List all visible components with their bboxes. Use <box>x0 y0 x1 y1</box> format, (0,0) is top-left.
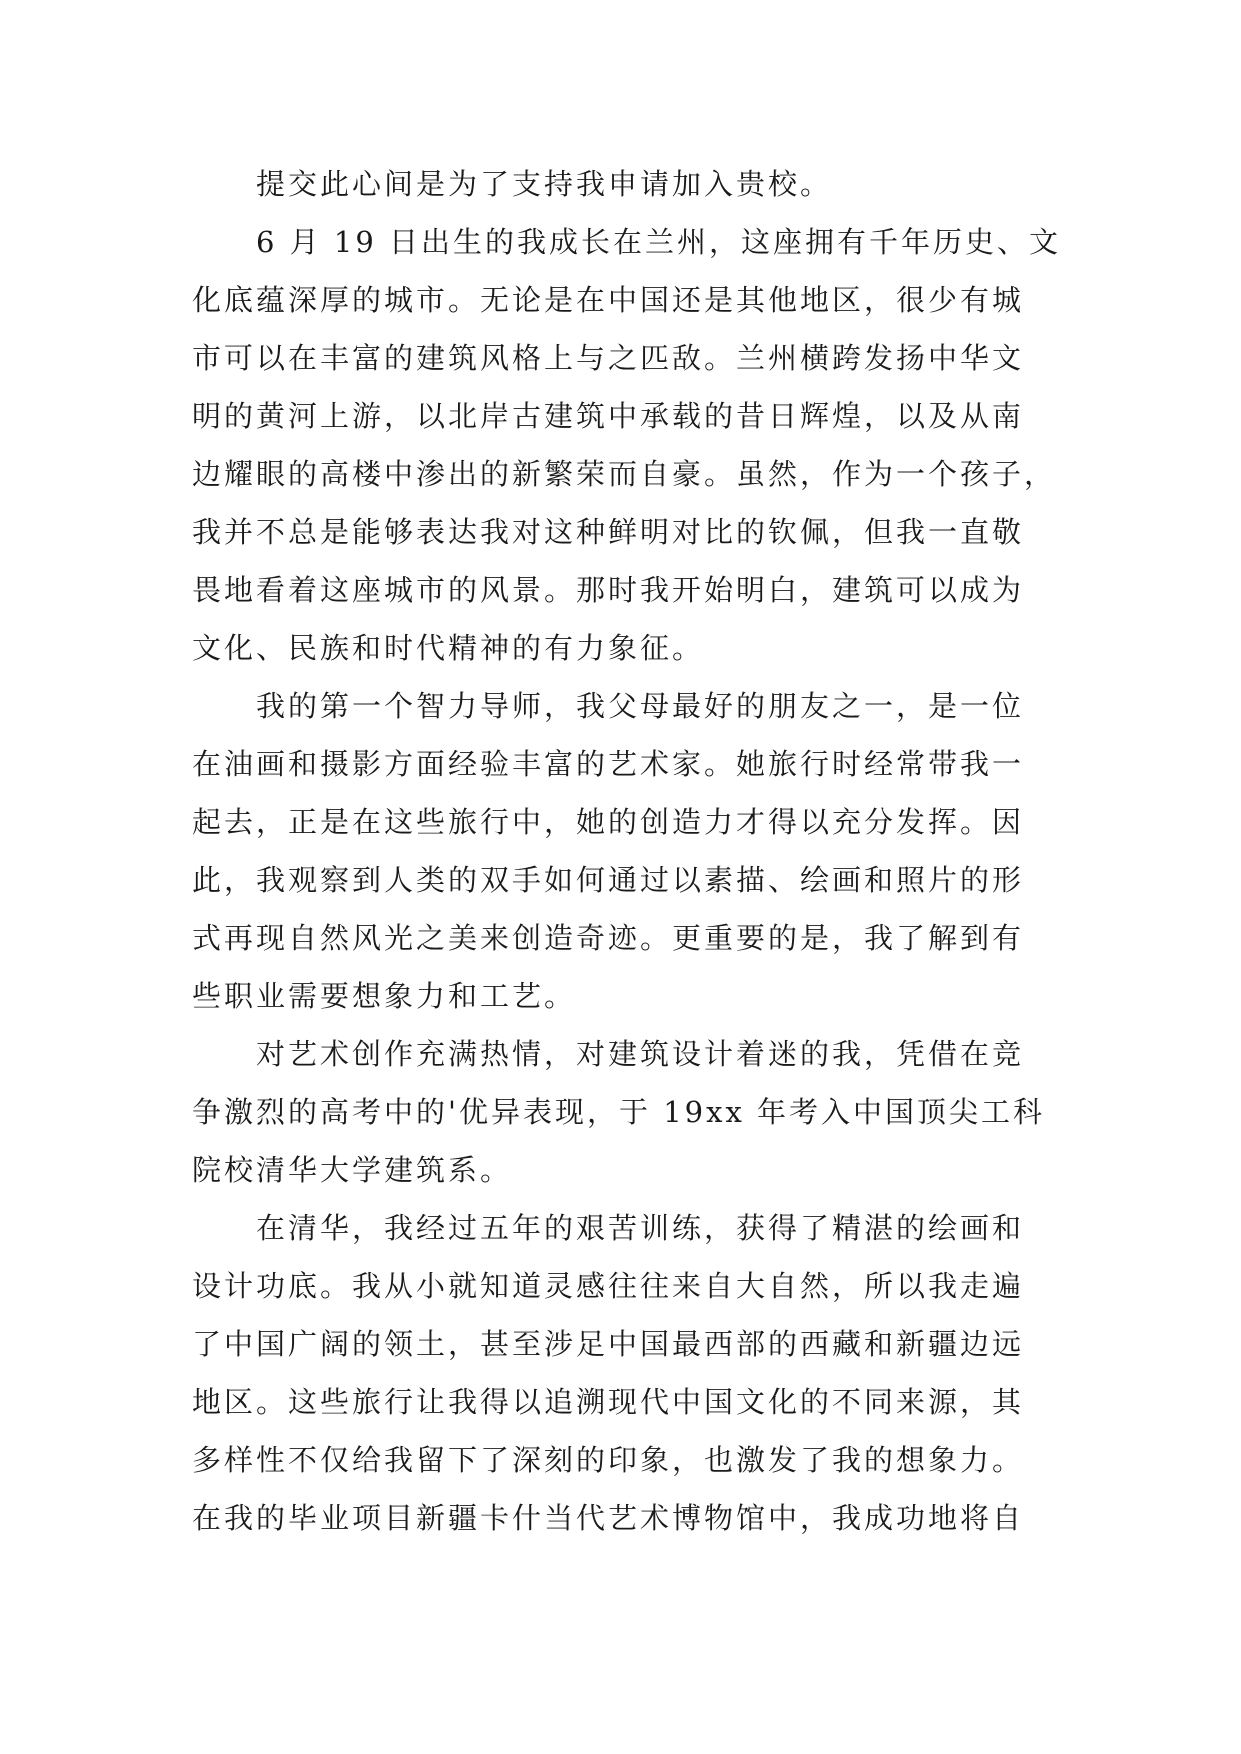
text-line: 些职业需要想象力和工艺。 <box>192 979 577 1013</box>
text-line: 我并不总是能够表达我对这种鲜明对比的钦佩，但我一直敬 <box>192 515 1025 549</box>
text-line: 地区。这些旅行让我得以追溯现代中国文化的不同来源，其 <box>192 1385 1025 1419</box>
text-line: 文化、民族和时代精神的有力象征。 <box>192 631 705 665</box>
text-line: 在油画和摄影方面经验丰富的艺术家。她旅行时经常带我一 <box>192 747 1025 781</box>
document-body <box>192 155 1062 1547</box>
paragraph-4 <box>192 1025 1052 1199</box>
text-line: 6 月 19 日出生的我成长在兰州，这座拥有千年历史、文 <box>256 225 1062 259</box>
text-line: 边耀眼的高楼中渗出的新繁荣而自豪。虽然，作为一个孩子， <box>192 457 1057 491</box>
text-line: 争激烈的高考中的'优异表现，于 19xx 年考入中国顶尖工科 <box>192 1095 1046 1129</box>
text-line: 我的第一个智力导师，我父母最好的朋友之一，是一位 <box>256 689 1025 723</box>
text-line: 多样性不仅给我留下了深刻的印象，也激发了我的想象力。 <box>192 1443 1025 1477</box>
paragraph-3 <box>192 677 1052 1025</box>
text-line: 起去，正是在这些旅行中，她的创造力才得以充分发挥。因 <box>192 805 1025 839</box>
text-line: 院校清华大学建筑系。 <box>192 1153 513 1187</box>
text-line: 此，我观察到人类的双手如何通过以素描、绘画和照片的形 <box>192 863 1025 897</box>
text-line: 式再现自然风光之美来创造奇迹。更重要的是，我了解到有 <box>192 921 1025 955</box>
text-line: 畏地看着这座城市的风景。那时我开始明白，建筑可以成为 <box>192 573 1025 607</box>
text-line: 在清华，我经过五年的艰苦训练，获得了精湛的绘画和 <box>256 1211 1025 1245</box>
text-line: 在我的毕业项目新疆卡什当代艺术博物馆中，我成功地将自 <box>192 1501 1025 1535</box>
text-line: 市可以在丰富的建筑风格上与之匹敌。兰州横跨发扬中华文 <box>192 341 1025 375</box>
paragraph-5 <box>192 1199 1052 1547</box>
paragraph-1 <box>192 155 1052 213</box>
text-line: 设计功底。我从小就知道灵感往往来自大自然，所以我走遍 <box>192 1269 1025 1303</box>
text-line: 了中国广阔的领土，甚至涉足中国最西部的西藏和新疆边远 <box>192 1327 1025 1361</box>
paragraph-2 <box>192 213 1062 677</box>
text-line: 明的黄河上游，以北岸古建筑中承载的昔日辉煌，以及从南 <box>192 399 1025 433</box>
text-line: 提交此心间是为了支持我申请加入贵校。 <box>256 167 833 201</box>
text-line: 化底蕴深厚的城市。无论是在中国还是其他地区，很少有城 <box>192 283 1025 317</box>
text-line: 对艺术创作充满热情，对建筑设计着迷的我，凭借在竞 <box>256 1037 1025 1071</box>
